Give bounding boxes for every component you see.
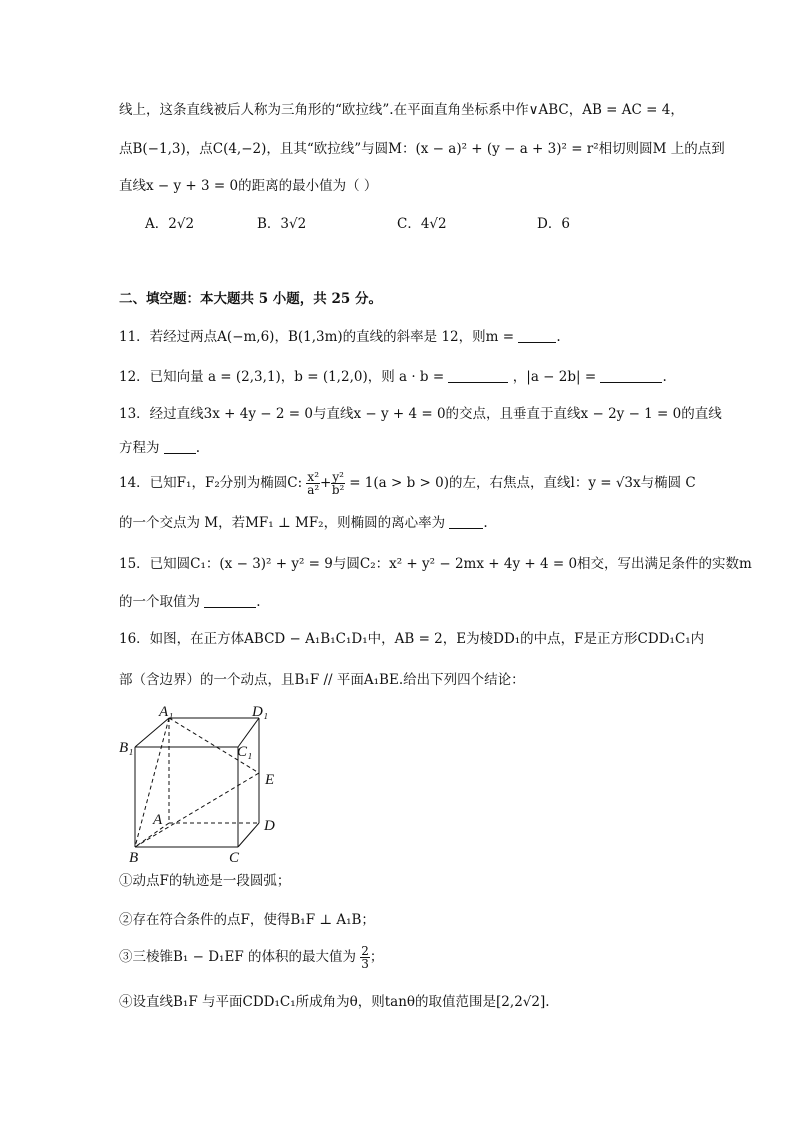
q12-text1: 12．已知向量 a = (2,3,1)，b = (1,2,0)，则 a · b = [119,369,445,385]
q14-line1 [119,470,714,496]
q10-line2: 点B(−1,3)，点C(4,−2)，且其“欧拉线”与圆M：(x − a)² + (y − a + 3)² = r²相切则圆M 上的点到 [119,141,725,157]
label-C1: C₁ [237,744,253,760]
q14-post: = 1(a > b > 0)的左，右焦点，直线l：y = √3x与椭圆 C [349,475,696,491]
q13-line2 [119,438,714,458]
q15-end: . [256,594,261,610]
q14-line2 [119,513,714,533]
q16-line1: 16．如图，在正方体ABCD − A₁B₁C₁D₁中，AB = 2，E为棱DD₁的中点，F是正方形CDD₁C₁内 [119,631,705,647]
q15-line2 [119,592,714,612]
q16-conclusion-1: ①动点F的轨迹是一段圆弧； [119,873,291,889]
q12-text2: ，|a − 2b| = [512,369,597,385]
q14-answer-blank[interactable] [449,514,483,529]
c3-pre: ③三棱锥B₁ − D₁EF 的体积的最大值为 [119,949,356,965]
q14-plus: + [320,475,332,491]
label-B: B [129,850,139,865]
q13-end: . [195,440,201,456]
q16-conclusion-4: ④设直线B₁F 与平面CDD₁C₁所成角为θ，则tanθ的取值范围是[2,2√2]. [119,994,550,1010]
option-b: B．3√2 [257,216,307,232]
q16-conclusion-3 [119,944,714,970]
q15-line1: 15．已知圆C₁：(x − 3)² + y² = 9与圆C₂：x² + y² − 2mx + 4y + 4 = 0相交，写出满足条件的实数m [119,556,752,572]
section-heading: 二、填空题：本大题共 5 小题，共 25 分。 [119,291,382,307]
label-E: E [265,772,275,788]
q10-line3: 直线x − y + 3 = 0的距离的最小值为（ ） [119,178,378,194]
q14-frac-x: $\frac{\text{x²}}{\text{a²}}$ [307,470,320,497]
q11-text: 11．若经过两点A(−m,6)，B(1,3m)的直线的斜率是 12，则m = [119,329,515,345]
label-D: D [264,818,275,834]
q10-options [145,212,645,232]
q12 [119,367,714,387]
label-A1: A₁ [159,704,174,720]
q15-text: 的一个取值为 [119,594,200,610]
c3-frac: $\frac{2}{3}$ [361,944,369,971]
q14-frac-y: $\frac{\text{y²}}{\text{b²}}$ [331,470,345,497]
q12-end: . [662,369,667,385]
option-d: D．6 [537,216,570,232]
q14-end: . [483,515,488,531]
q13-answer-blank[interactable] [164,439,196,454]
q12-answer-blank-1[interactable] [448,368,508,383]
label-C: C [229,850,240,865]
q16-line2: 部（含边界）的一个动点，且B₁F // 平面A₁BE.给出下列四个结论： [119,672,525,688]
q16-conclusion-2: ②存在符合条件的点F，使得B₁F ⊥ A₁B； [119,912,375,928]
cube-figure [113,700,293,865]
q11-end: . [556,329,561,345]
q15-answer-blank[interactable] [204,593,256,608]
q12-answer-blank-2[interactable] [600,368,662,383]
option-c: C．4√2 [397,216,447,232]
q13-line1: 13．经过直线3x + 4y − 2 = 0与直线x − y + 4 = 0的交点，且垂直于直线x − 2y − 1 = 0的直线 [119,406,722,422]
label-D1: D₁ [252,704,269,720]
q13-text: 方程为 [119,440,160,456]
q11 [119,327,714,347]
q10-line1: 线上，这条直线被后人称为三角形的“欧拉线”.在平面直角坐标系中作∨ABC，AB = AC = 4， [119,102,684,118]
option-a: A．2√2 [145,216,195,232]
label-B1: B₁ [119,740,134,756]
label-A: A [153,812,163,828]
q14-pre: 14．已知F₁，F₂分别为椭圆C: [119,475,303,491]
q11-answer-blank[interactable] [518,328,556,343]
q14-text: 的一个交点为 M，若MF₁ ⊥ MF₂，则椭圆的离心率为 [119,515,446,531]
c3-post: ； [369,949,384,965]
